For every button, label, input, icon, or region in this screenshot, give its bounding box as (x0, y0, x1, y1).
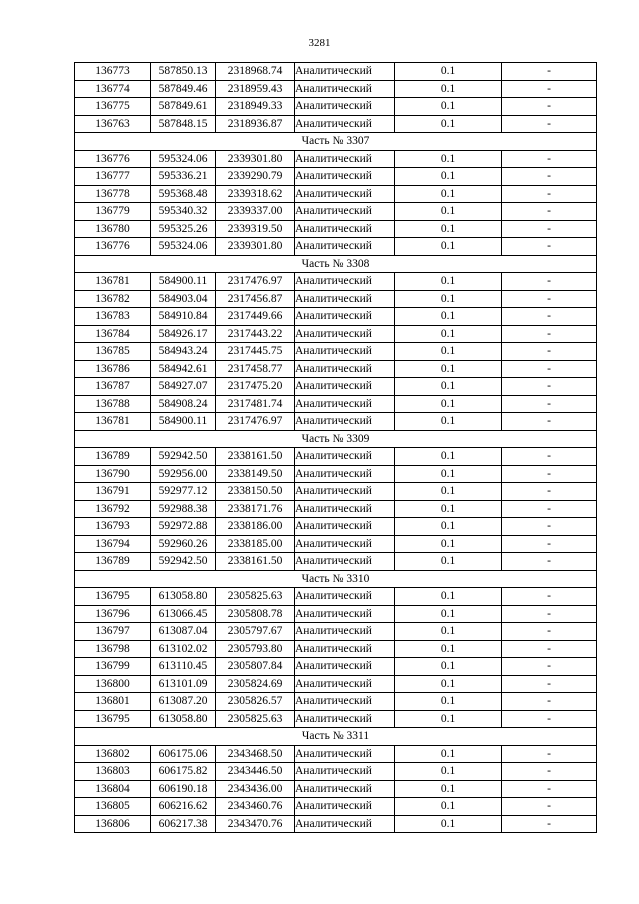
table-row (75, 780, 597, 798)
y-coordinate-cell: 2343436.00 (216, 780, 295, 798)
x-coordinate-cell: 592972.88 (151, 518, 216, 536)
description-cell: - (502, 395, 597, 413)
point-id-cell: 136794 (75, 535, 151, 553)
point-id-cell: 136776 (75, 238, 151, 256)
description-cell: - (502, 360, 597, 378)
y-coordinate-cell: 2305797.67 (216, 623, 295, 641)
y-coordinate-cell: 2305808.78 (216, 605, 295, 623)
table-row (75, 483, 597, 501)
x-coordinate-cell: 592960.26 (151, 535, 216, 553)
point-id-cell: 136788 (75, 395, 151, 413)
y-coordinate-cell: 2338171.76 (216, 500, 295, 518)
point-id-cell: 136802 (75, 745, 151, 763)
x-coordinate-cell: 584943.24 (151, 343, 216, 361)
method-cell: Аналитический (295, 308, 395, 326)
description-cell: - (502, 710, 597, 728)
precision-cell: 0.1 (395, 588, 502, 606)
method-cell: Аналитический (295, 168, 395, 186)
x-coordinate-cell: 587848.15 (151, 115, 216, 133)
table-row (75, 588, 597, 606)
y-coordinate-cell: 2318949.33 (216, 98, 295, 116)
precision-cell: 0.1 (395, 413, 502, 431)
table-row (75, 553, 597, 571)
x-coordinate-cell: 584942.61 (151, 360, 216, 378)
precision-cell: 0.1 (395, 378, 502, 396)
table-row (75, 360, 597, 378)
method-cell: Аналитический (295, 535, 395, 553)
description-cell: - (502, 308, 597, 326)
table-row (75, 745, 597, 763)
method-cell: Аналитический (295, 80, 395, 98)
y-coordinate-cell: 2317445.75 (216, 343, 295, 361)
table-row (75, 815, 597, 833)
y-coordinate-cell: 2318959.43 (216, 80, 295, 98)
description-cell: - (502, 675, 597, 693)
table-row (75, 675, 597, 693)
table-row (75, 203, 597, 221)
precision-cell: 0.1 (395, 273, 502, 291)
method-cell: Аналитический (295, 378, 395, 396)
method-cell: Аналитический (295, 745, 395, 763)
description-cell: - (502, 500, 597, 518)
method-cell: Аналитический (295, 640, 395, 658)
precision-cell: 0.1 (395, 815, 502, 833)
section-title: Часть № 3309 (75, 430, 597, 448)
method-cell: Аналитический (295, 238, 395, 256)
coordinates-table (74, 62, 597, 833)
point-id-cell: 136805 (75, 798, 151, 816)
table-row (75, 500, 597, 518)
y-coordinate-cell: 2343446.50 (216, 763, 295, 781)
x-coordinate-cell: 584903.04 (151, 290, 216, 308)
table-row (75, 623, 597, 641)
table-row (75, 238, 597, 256)
precision-cell: 0.1 (395, 658, 502, 676)
precision-cell: 0.1 (395, 325, 502, 343)
table-row (75, 763, 597, 781)
method-cell: Аналитический (295, 605, 395, 623)
y-coordinate-cell: 2305826.57 (216, 693, 295, 711)
method-cell: Аналитический (295, 553, 395, 571)
y-coordinate-cell: 2339318.62 (216, 185, 295, 203)
precision-cell: 0.1 (395, 308, 502, 326)
table-row (75, 798, 597, 816)
x-coordinate-cell: 613110.45 (151, 658, 216, 676)
table-row (75, 448, 597, 466)
x-coordinate-cell: 613058.80 (151, 710, 216, 728)
y-coordinate-cell: 2343470.76 (216, 815, 295, 833)
precision-cell: 0.1 (395, 360, 502, 378)
method-cell: Аналитический (295, 220, 395, 238)
y-coordinate-cell: 2317476.97 (216, 413, 295, 431)
point-id-cell: 136782 (75, 290, 151, 308)
x-coordinate-cell: 613058.80 (151, 588, 216, 606)
point-id-cell: 136791 (75, 483, 151, 501)
description-cell: - (502, 238, 597, 256)
precision-cell: 0.1 (395, 150, 502, 168)
x-coordinate-cell: 613066.45 (151, 605, 216, 623)
precision-cell: 0.1 (395, 220, 502, 238)
point-id-cell: 136784 (75, 325, 151, 343)
section-header-row (75, 728, 597, 746)
method-cell: Аналитический (295, 798, 395, 816)
description-cell: - (502, 115, 597, 133)
table-row (75, 150, 597, 168)
method-cell: Аналитический (295, 98, 395, 116)
description-cell: - (502, 535, 597, 553)
method-cell: Аналитический (295, 343, 395, 361)
table-row (75, 290, 597, 308)
precision-cell: 0.1 (395, 535, 502, 553)
method-cell: Аналитический (295, 693, 395, 711)
precision-cell: 0.1 (395, 763, 502, 781)
section-title: Часть № 3310 (75, 570, 597, 588)
x-coordinate-cell: 584900.11 (151, 413, 216, 431)
point-id-cell: 136781 (75, 273, 151, 291)
method-cell: Аналитический (295, 780, 395, 798)
point-id-cell: 136800 (75, 675, 151, 693)
description-cell: - (502, 168, 597, 186)
table-row (75, 343, 597, 361)
precision-cell: 0.1 (395, 780, 502, 798)
x-coordinate-cell: 584900.11 (151, 273, 216, 291)
point-id-cell: 136795 (75, 710, 151, 728)
y-coordinate-cell: 2339301.80 (216, 238, 295, 256)
point-id-cell: 136774 (75, 80, 151, 98)
description-cell: - (502, 203, 597, 221)
method-cell: Аналитический (295, 325, 395, 343)
precision-cell: 0.1 (395, 185, 502, 203)
point-id-cell: 136801 (75, 693, 151, 711)
y-coordinate-cell: 2317443.22 (216, 325, 295, 343)
table-row (75, 273, 597, 291)
section-title: Часть № 3307 (75, 133, 597, 151)
point-id-cell: 136780 (75, 220, 151, 238)
point-id-cell: 136793 (75, 518, 151, 536)
y-coordinate-cell: 2339301.80 (216, 150, 295, 168)
description-cell: - (502, 325, 597, 343)
point-id-cell: 136790 (75, 465, 151, 483)
x-coordinate-cell: 587849.61 (151, 98, 216, 116)
y-coordinate-cell: 2339319.50 (216, 220, 295, 238)
description-cell: - (502, 98, 597, 116)
point-id-cell: 136797 (75, 623, 151, 641)
description-cell: - (502, 483, 597, 501)
description-cell: - (502, 745, 597, 763)
point-id-cell: 136806 (75, 815, 151, 833)
x-coordinate-cell: 584926.17 (151, 325, 216, 343)
description-cell: - (502, 780, 597, 798)
description-cell: - (502, 518, 597, 536)
table-row (75, 518, 597, 536)
method-cell: Аналитический (295, 588, 395, 606)
point-id-cell: 136783 (75, 308, 151, 326)
y-coordinate-cell: 2318936.87 (216, 115, 295, 133)
x-coordinate-cell: 613102.02 (151, 640, 216, 658)
table-row (75, 658, 597, 676)
method-cell: Аналитический (295, 290, 395, 308)
precision-cell: 0.1 (395, 640, 502, 658)
table-row (75, 535, 597, 553)
point-id-cell: 136776 (75, 150, 151, 168)
y-coordinate-cell: 2317476.97 (216, 273, 295, 291)
precision-cell: 0.1 (395, 63, 502, 81)
y-coordinate-cell: 2317458.77 (216, 360, 295, 378)
method-cell: Аналитический (295, 273, 395, 291)
x-coordinate-cell: 613087.04 (151, 623, 216, 641)
precision-cell: 0.1 (395, 203, 502, 221)
point-id-cell: 136773 (75, 63, 151, 81)
section-header-row (75, 255, 597, 273)
description-cell: - (502, 815, 597, 833)
description-cell: - (502, 605, 597, 623)
precision-cell: 0.1 (395, 553, 502, 571)
x-coordinate-cell: 592942.50 (151, 448, 216, 466)
precision-cell: 0.1 (395, 168, 502, 186)
method-cell: Аналитический (295, 675, 395, 693)
table-row (75, 640, 597, 658)
point-id-cell: 136779 (75, 203, 151, 221)
x-coordinate-cell: 606217.38 (151, 815, 216, 833)
method-cell: Аналитический (295, 658, 395, 676)
precision-cell: 0.1 (395, 238, 502, 256)
description-cell: - (502, 623, 597, 641)
x-coordinate-cell: 592988.38 (151, 500, 216, 518)
section-header-row (75, 133, 597, 151)
table-row (75, 98, 597, 116)
point-id-cell: 136789 (75, 553, 151, 571)
description-cell: - (502, 588, 597, 606)
table-row (75, 308, 597, 326)
coordinates-table-body (75, 63, 597, 833)
precision-cell: 0.1 (395, 343, 502, 361)
precision-cell: 0.1 (395, 483, 502, 501)
table-row (75, 465, 597, 483)
precision-cell: 0.1 (395, 518, 502, 536)
x-coordinate-cell: 613101.09 (151, 675, 216, 693)
precision-cell: 0.1 (395, 798, 502, 816)
y-coordinate-cell: 2343460.76 (216, 798, 295, 816)
description-cell: - (502, 150, 597, 168)
description-cell: - (502, 63, 597, 81)
x-coordinate-cell: 606216.62 (151, 798, 216, 816)
x-coordinate-cell: 606190.18 (151, 780, 216, 798)
point-id-cell: 136798 (75, 640, 151, 658)
precision-cell: 0.1 (395, 693, 502, 711)
section-header-row (75, 570, 597, 588)
method-cell: Аналитический (295, 413, 395, 431)
table-row (75, 325, 597, 343)
y-coordinate-cell: 2305807.84 (216, 658, 295, 676)
x-coordinate-cell: 606175.06 (151, 745, 216, 763)
x-coordinate-cell: 592977.12 (151, 483, 216, 501)
table-row (75, 185, 597, 203)
x-coordinate-cell: 587849.46 (151, 80, 216, 98)
y-coordinate-cell: 2338161.50 (216, 553, 295, 571)
section-title: Часть № 3311 (75, 728, 597, 746)
point-id-cell: 136803 (75, 763, 151, 781)
description-cell: - (502, 413, 597, 431)
precision-cell: 0.1 (395, 675, 502, 693)
description-cell: - (502, 185, 597, 203)
point-id-cell: 136763 (75, 115, 151, 133)
y-coordinate-cell: 2339290.79 (216, 168, 295, 186)
x-coordinate-cell: 584908.24 (151, 395, 216, 413)
description-cell: - (502, 553, 597, 571)
precision-cell: 0.1 (395, 115, 502, 133)
x-coordinate-cell: 584910.84 (151, 308, 216, 326)
description-cell: - (502, 448, 597, 466)
method-cell: Аналитический (295, 360, 395, 378)
y-coordinate-cell: 2305825.63 (216, 588, 295, 606)
point-id-cell: 136787 (75, 378, 151, 396)
table-row (75, 605, 597, 623)
point-id-cell: 136795 (75, 588, 151, 606)
table-row (75, 395, 597, 413)
method-cell: Аналитический (295, 465, 395, 483)
method-cell: Аналитический (295, 623, 395, 641)
description-cell: - (502, 290, 597, 308)
section-header-row (75, 430, 597, 448)
point-id-cell: 136786 (75, 360, 151, 378)
x-coordinate-cell: 613087.20 (151, 693, 216, 711)
x-coordinate-cell: 584927.07 (151, 378, 216, 396)
precision-cell: 0.1 (395, 448, 502, 466)
section-title: Часть № 3308 (75, 255, 597, 273)
point-id-cell: 136785 (75, 343, 151, 361)
y-coordinate-cell: 2338186.00 (216, 518, 295, 536)
page-number: 3281 (308, 37, 331, 49)
point-id-cell: 136796 (75, 605, 151, 623)
x-coordinate-cell: 592956.00 (151, 465, 216, 483)
table-row (75, 63, 597, 81)
method-cell: Аналитический (295, 500, 395, 518)
y-coordinate-cell: 2317475.20 (216, 378, 295, 396)
precision-cell: 0.1 (395, 465, 502, 483)
method-cell: Аналитический (295, 395, 395, 413)
table-row (75, 413, 597, 431)
precision-cell: 0.1 (395, 500, 502, 518)
method-cell: Аналитический (295, 710, 395, 728)
point-id-cell: 136777 (75, 168, 151, 186)
precision-cell: 0.1 (395, 395, 502, 413)
point-id-cell: 136781 (75, 413, 151, 431)
table-row (75, 710, 597, 728)
y-coordinate-cell: 2339337.00 (216, 203, 295, 221)
point-id-cell: 136799 (75, 658, 151, 676)
y-coordinate-cell: 2318968.74 (216, 63, 295, 81)
x-coordinate-cell: 595324.06 (151, 150, 216, 168)
method-cell: Аналитический (295, 63, 395, 81)
y-coordinate-cell: 2317449.66 (216, 308, 295, 326)
table-row (75, 115, 597, 133)
method-cell: Аналитический (295, 763, 395, 781)
precision-cell: 0.1 (395, 98, 502, 116)
y-coordinate-cell: 2305793.80 (216, 640, 295, 658)
description-cell: - (502, 763, 597, 781)
description-cell: - (502, 220, 597, 238)
method-cell: Аналитический (295, 185, 395, 203)
description-cell: - (502, 465, 597, 483)
point-id-cell: 136789 (75, 448, 151, 466)
description-cell: - (502, 273, 597, 291)
table-row (75, 80, 597, 98)
method-cell: Аналитический (295, 518, 395, 536)
method-cell: Аналитический (295, 483, 395, 501)
precision-cell: 0.1 (395, 623, 502, 641)
point-id-cell: 136804 (75, 780, 151, 798)
y-coordinate-cell: 2317481.74 (216, 395, 295, 413)
x-coordinate-cell: 595340.32 (151, 203, 216, 221)
table-row (75, 220, 597, 238)
x-coordinate-cell: 595336.21 (151, 168, 216, 186)
precision-cell: 0.1 (395, 290, 502, 308)
table-row (75, 168, 597, 186)
description-cell: - (502, 80, 597, 98)
description-cell: - (502, 378, 597, 396)
x-coordinate-cell: 592942.50 (151, 553, 216, 571)
method-cell: Аналитический (295, 150, 395, 168)
method-cell: Аналитический (295, 448, 395, 466)
table-row (75, 693, 597, 711)
method-cell: Аналитический (295, 115, 395, 133)
x-coordinate-cell: 595325.26 (151, 220, 216, 238)
point-id-cell: 136792 (75, 500, 151, 518)
table-row (75, 378, 597, 396)
precision-cell: 0.1 (395, 745, 502, 763)
point-id-cell: 136778 (75, 185, 151, 203)
y-coordinate-cell: 2317456.87 (216, 290, 295, 308)
y-coordinate-cell: 2338185.00 (216, 535, 295, 553)
method-cell: Аналитический (295, 815, 395, 833)
y-coordinate-cell: 2343468.50 (216, 745, 295, 763)
y-coordinate-cell: 2338149.50 (216, 465, 295, 483)
y-coordinate-cell: 2305825.63 (216, 710, 295, 728)
y-coordinate-cell: 2338161.50 (216, 448, 295, 466)
precision-cell: 0.1 (395, 605, 502, 623)
x-coordinate-cell: 595368.48 (151, 185, 216, 203)
description-cell: - (502, 658, 597, 676)
point-id-cell: 136775 (75, 98, 151, 116)
description-cell: - (502, 640, 597, 658)
precision-cell: 0.1 (395, 710, 502, 728)
x-coordinate-cell: 595324.06 (151, 238, 216, 256)
description-cell: - (502, 693, 597, 711)
description-cell: - (502, 343, 597, 361)
description-cell: - (502, 798, 597, 816)
y-coordinate-cell: 2305824.69 (216, 675, 295, 693)
x-coordinate-cell: 587850.13 (151, 63, 216, 81)
precision-cell: 0.1 (395, 80, 502, 98)
x-coordinate-cell: 606175.82 (151, 763, 216, 781)
y-coordinate-cell: 2338150.50 (216, 483, 295, 501)
method-cell: Аналитический (295, 203, 395, 221)
